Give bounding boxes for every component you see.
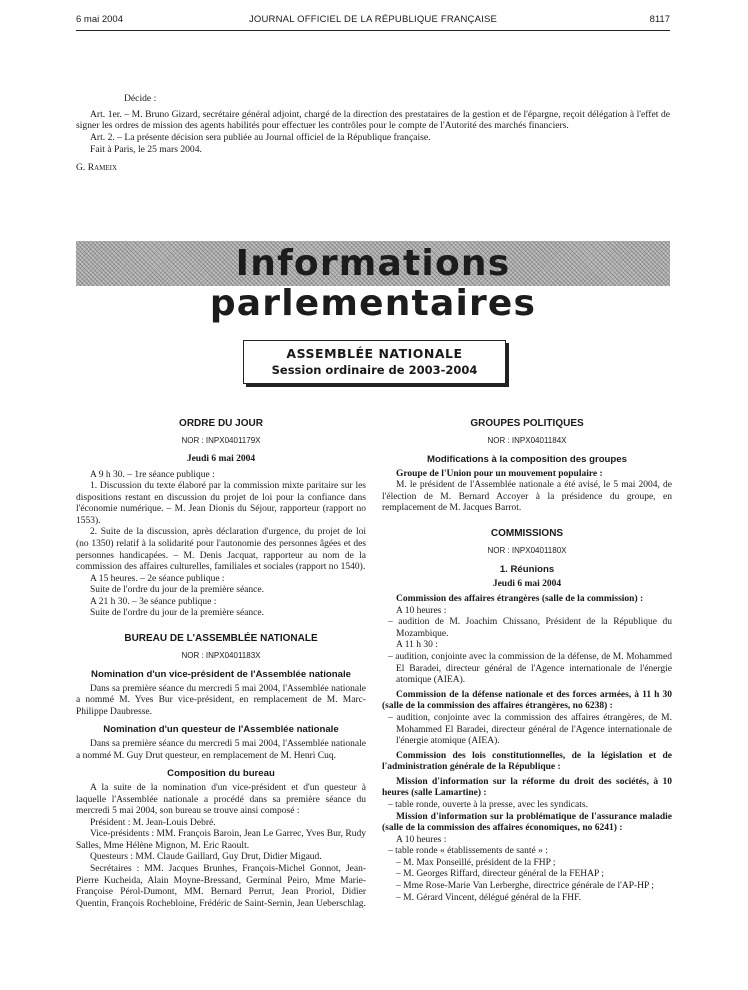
ordre-item: Suite de l'ordre du jour de la première séance. bbox=[90, 608, 264, 619]
fait-a-paris: Fait à Paris, le 25 mars 2004. bbox=[90, 143, 202, 155]
composition-vice-presidents: Vice-présidents : MM. François Baroin, Jean Le Garrec, Yves Bur, Rudy Salles, Mme Hélène Mignon, M. Eric Raoult. bbox=[76, 829, 366, 851]
decision-block bbox=[76, 93, 670, 173]
composition-title: Composition du bureau bbox=[167, 768, 275, 780]
ordre-item: Suite de l'ordre du jour de la première séance. bbox=[90, 585, 264, 596]
ordre-nor: NOR : INPX0401179X bbox=[181, 436, 261, 446]
article-1: Art. 1er. – M. Bruno Gizard, secrétaire général adjoint, chargé de la direction des prestataires de la gestion et de l'épargne, reçoit délégation à l'effet de signer les ordres de mission des agents habilités pour effectuer les contrôles pour le compte de l'Autorité des marchés financiers. bbox=[76, 108, 670, 132]
ordre-item: A 15 heures. – 2e séance publique : bbox=[90, 573, 225, 584]
groupe-name: Groupe de l'Union pour un mouvement populaire : bbox=[396, 468, 603, 479]
header-title: JOURNAL OFFICIEL DE LA RÉPUBLIQUE FRANÇAISE bbox=[248, 14, 498, 25]
groupes-nor: NOR : INPX0401184X bbox=[487, 436, 567, 446]
header-rule bbox=[76, 30, 670, 31]
vp-title: Nomination d'un vice-président de l'Assemblée nationale bbox=[91, 668, 351, 680]
header-date: 6 mai 2004 bbox=[76, 14, 124, 25]
mission-1-title: Mission d'information sur la réforme du droit des sociétés, à 10 heures (salle Lamartine) : bbox=[382, 776, 672, 799]
ae-item-1: – audition de M. Joachim Chissano, Président de la République du Mozambique. bbox=[388, 617, 672, 639]
mission-2-intro: – table ronde « établissements de santé » : bbox=[388, 846, 548, 857]
reunions-title: 1. Réunions bbox=[499, 563, 555, 575]
groupes-title: GROUPES POLITIQUES bbox=[470, 418, 584, 429]
affaires-etrangeres-title: Commission des affaires étrangères (salle de la commission) : bbox=[396, 594, 644, 605]
page-header bbox=[76, 14, 670, 28]
bureau-nor: NOR : INPX0401183X bbox=[181, 651, 261, 661]
composition-questeurs: Questeurs : MM. Claude Gaillard, Guy Drut, Didier Migaud. bbox=[90, 852, 322, 863]
list-item: – M. Max Ponseillé, président de la FHP ; bbox=[396, 857, 556, 868]
mission-2-time: A 10 heures : bbox=[396, 834, 447, 845]
assembly-session: Session ordinaire de 2003-2004 bbox=[271, 363, 478, 378]
list-item: – M. Gérard Vincent, délégué général de la FHF. bbox=[396, 892, 582, 903]
ordre-title: ORDRE DU JOUR bbox=[179, 418, 263, 429]
commissions-title: COMMISSIONS bbox=[490, 527, 564, 539]
defense-title: Commission de la défense nationale et des forces armées, à 11 h 30 (salle de la commission des affaires étrangères, no 6238) : bbox=[382, 689, 672, 712]
section-banner bbox=[76, 241, 670, 324]
groupes-subtitle: Modifications à la composition des groupes bbox=[427, 453, 627, 465]
defense-item-1: – audition, conjointe avec la commission des affaires étrangères, de M. Mohammed El Baradei, directeur général de l'Agence internationale de l'énergie atomique (AIEA). bbox=[388, 712, 672, 747]
signature: G. Rameix bbox=[76, 161, 118, 173]
ae-item-2: – audition, conjointe avec la commission de la défense, de M. Mohammed El Baradei, directeur général de l'Agence internationale de l'énergie atomique (AIEA). bbox=[388, 652, 672, 686]
composition-secretaires: Secrétaires : MM. Jacques Brunhes, François-Michel Gonnot, Jean-Pierre Kucheida, Alain Moyne-Bressand, Germinal Peiro, Mme Marie-Françoise Pérol-Dumont, MM. Bernard Perrut, Jean Proriol, Didier Quentin, François Rochebloine, Frédéric de Saint-Sernin, Jean Ueberschlag. bbox=[76, 864, 366, 909]
questeur-title: Nomination d'un questeur de l'Assemblée nationale bbox=[103, 724, 339, 736]
ae-time-2: A 11 h 30 : bbox=[396, 640, 438, 651]
ordre-item: 2. Suite de la discussion, après déclaration d'urgence, du projet de loi (no 1350) relatif à la solidarité pour l'autonomie des personnes âgées et des personnes handicapées. – M. Denis Jacquat, rapporteur au nom de la commission des affaires culturelles, familiales et sociales (rapport no 1540). bbox=[76, 527, 366, 573]
header-page-number: 8117 bbox=[649, 14, 670, 25]
composition-president: Président : M. Jean-Louis Debré. bbox=[90, 817, 216, 828]
vp-text: Dans sa première séance du mercredi 5 mai 2004, l'Assemblée nationale a nommé M. Yves Bur vice-président, en remplacement de M. Marc-Philippe Daubresse. bbox=[76, 683, 366, 717]
mission-1-item: – table ronde, ouverte à la presse, avec les syndicats. bbox=[388, 800, 588, 810]
decide-label: Décide : bbox=[124, 93, 157, 104]
assembly-title: ASSEMBLÉE NATIONALE bbox=[286, 346, 463, 361]
composition-intro: A la suite de la nomination d'un vice-président et d'un questeur à laquelle l'Assemblée nationale a procédé dans sa première séance du mercredi 5 mai 2004, son bureau se trouve ainsi composé : bbox=[76, 782, 366, 817]
questeur-text: Dans sa première séance du mercredi 5 mai 2004, l'Assemblée nationale a nommé M. Guy Drut questeur, en remplacement de M. Henri Cuq. bbox=[76, 739, 366, 761]
ordre-item: A 21 h 30. – 3e séance publique : bbox=[90, 596, 217, 607]
list-item: – Mme Rose-Marie Van Lerberghe, directrice générale de l'AP-HP ; bbox=[396, 881, 654, 892]
banner-title: Informations parlementaires bbox=[209, 243, 537, 324]
commissions-nor: NOR : INPX0401180X bbox=[487, 546, 567, 556]
ae-time-1: A 10 heures : bbox=[396, 605, 447, 616]
left-column bbox=[76, 412, 366, 910]
right-column bbox=[382, 412, 672, 904]
assembly-box bbox=[243, 340, 506, 384]
lois-title: Commission des lois constitutionnelles, de la législation et de l'administration générale de la République : bbox=[382, 750, 672, 773]
mission-2-title: Mission d'information sur la problématique de l'assurance maladie (salle de la commission des affaires économiques, no 6241) : bbox=[382, 811, 672, 834]
reunions-date: Jeudi 6 mai 2004 bbox=[492, 578, 562, 589]
ordre-item: A 9 h 30. – 1re séance publique : bbox=[90, 469, 215, 480]
ordre-date: Jeudi 6 mai 2004 bbox=[186, 453, 256, 464]
ordre-item: 1. Discussion du texte élaboré par la commission mixte paritaire sur les dispositions restant en discussion du projet de loi pour la confiance dans l'économie numérique. – M. Jean Dionis du Séjour, rapporteur (rapport no 1553). bbox=[76, 481, 366, 526]
groupe-text: M. le président de l'Assemblée nationale a été avisé, le 5 mai 2004, de l'élection de M. Bernard Accoyer à la présidence du groupe, en remplacement de M. Jacques Barrot. bbox=[382, 480, 672, 514]
list-item: – M. Georges Riffard, directeur général de la FEHAP ; bbox=[396, 869, 604, 880]
article-2: Art. 2. – La présente décision sera publiée au Journal officiel de la République française. bbox=[90, 132, 431, 144]
bureau-title: BUREAU DE L'ASSEMBLÉE NATIONALE bbox=[124, 633, 318, 645]
